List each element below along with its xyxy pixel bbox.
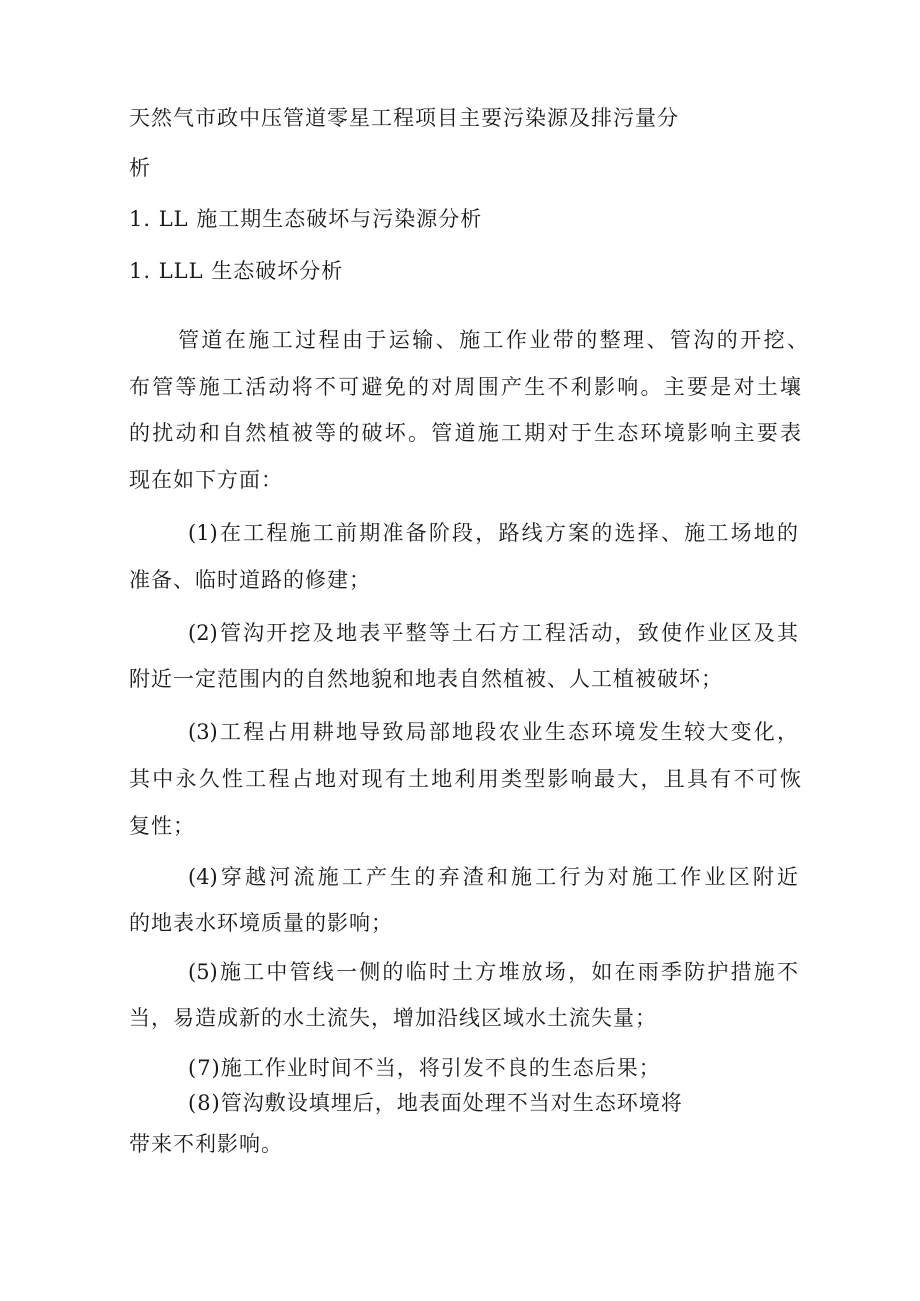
list-item-7-line-1: (7)施工作业时间不当，将引发不良的生态后果； xyxy=(188,1056,661,1080)
list-item-1-line-1: (1)在工程施工前期准备阶段，路线方案的选择、施工场地的 xyxy=(188,521,798,545)
document-title-line-2: 析 xyxy=(129,156,151,180)
list-item-1-line-2: 准备、临时道路的修建； xyxy=(129,568,371,592)
intro-paragraph-line-2: 布管等施工活动将不可避免的对周围产生不利影响。主要是对土壤 xyxy=(129,375,801,399)
list-item-4-line-2: 的地表水环境质量的影响； xyxy=(129,911,393,935)
list-item-3-line-1: (3)工程占用耕地导致局部地段农业生态环境发生较大变化， xyxy=(188,720,798,744)
document-title-line-1: 天然气市政中压管道零星工程项目主要污染源及排污量分 xyxy=(129,106,679,130)
list-item-3-line-2: 其中永久性工程占地对现有土地利用类型影响最大，且具有不可恢 xyxy=(129,767,801,791)
intro-paragraph-line-4: 现在如下方面： xyxy=(129,468,283,492)
list-item-2-line-2: 附近一定范围内的自然地貌和地表自然植被、人工植被破坏； xyxy=(129,667,723,691)
list-item-5-line-1: (5)施工中管线一侧的临时土方堆放场，如在雨季防护措施不 xyxy=(188,960,798,984)
list-item-4-line-1: (4)穿越河流施工产生的弃渣和施工行为对施工作业区附近 xyxy=(188,865,798,889)
subsection-heading: 1. LLL 生态破坏分析 xyxy=(129,259,344,283)
intro-paragraph-line-1: 管道在施工过程由于运输、施工作业带的整理、管沟的开挖、 xyxy=(178,328,808,352)
list-item-3-line-3: 复性； xyxy=(129,814,195,838)
intro-paragraph-line-3: 的扰动和自然植被等的破坏。管道施工期对于生态环境影响主要表 xyxy=(129,421,801,445)
list-item-5-line-2: 当，易造成新的水土流失，增加沿线区域水土流失量； xyxy=(129,1006,657,1030)
section-heading: 1. LL 施工期生态破坏与污染源分析 xyxy=(129,207,483,231)
list-item-8-line-2: 带来不利影响。 xyxy=(129,1132,283,1156)
list-item-8-line-1: (8)管沟敷设填埋后，地表面处理不当对生态环境将 xyxy=(188,1091,683,1115)
list-item-2-line-1: (2)管沟开挖及地表平整等土石方工程活动，致使作业区及其 xyxy=(188,621,798,645)
